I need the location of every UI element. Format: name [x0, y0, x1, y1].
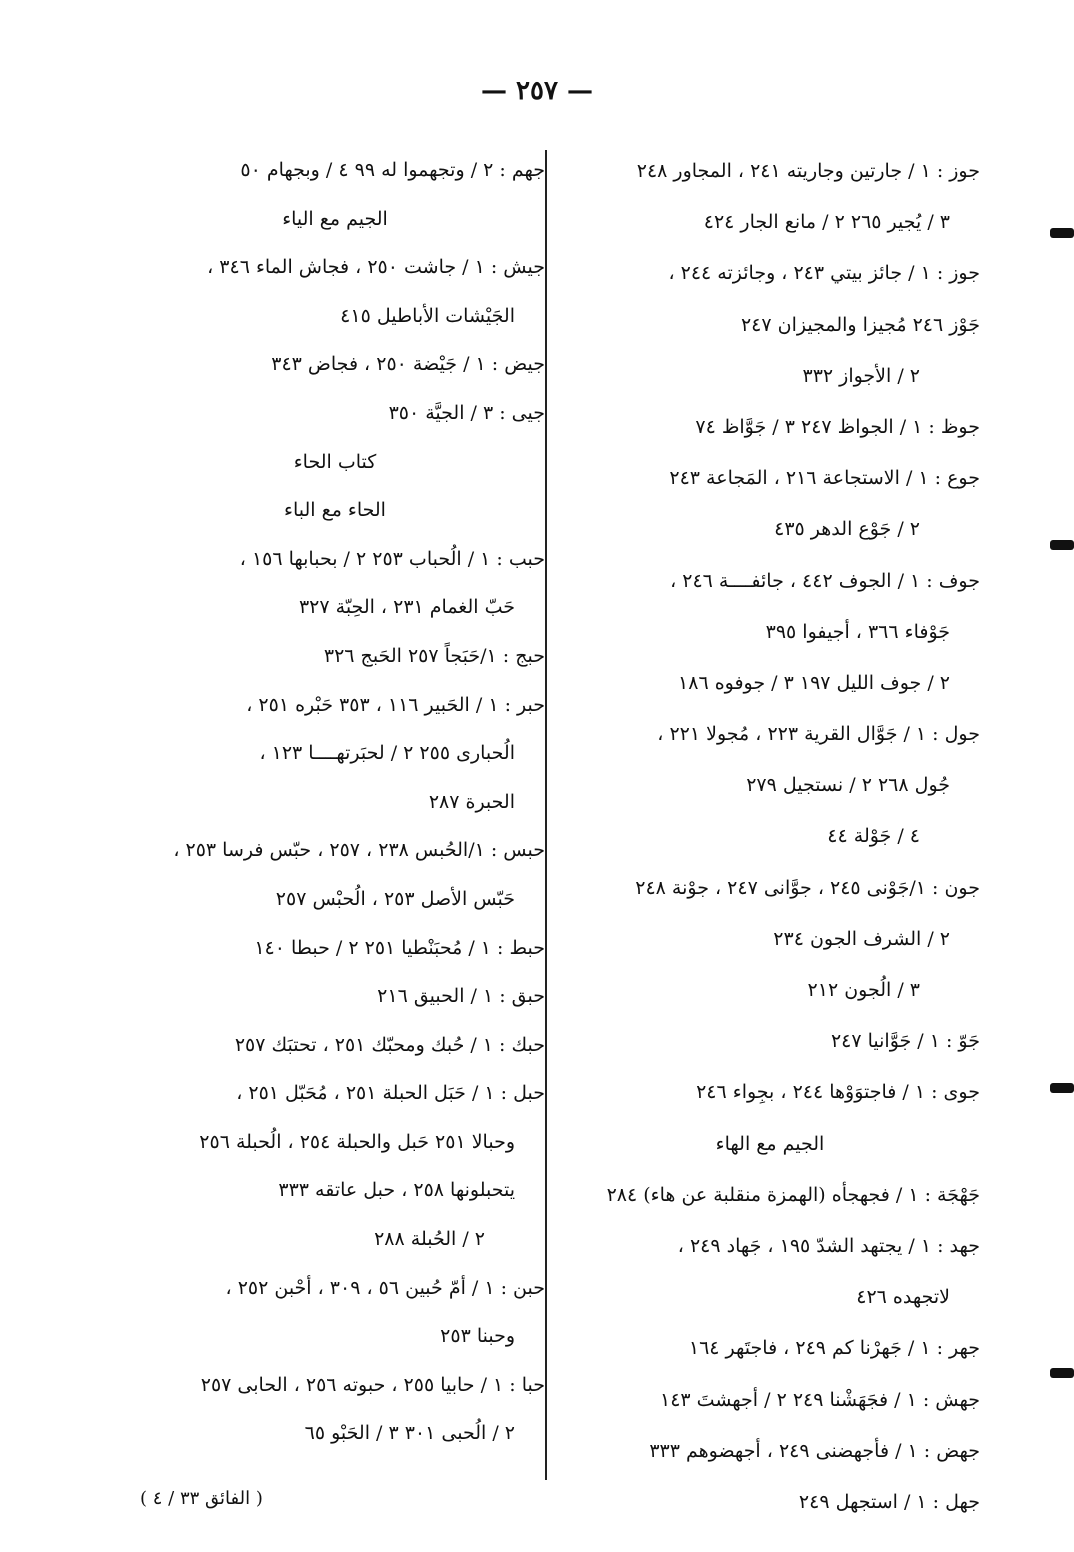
- right-column: [560, 146, 980, 1528]
- index-line: ٢ / جوف الليل ١٩٧ ٣ / جوفوه ١٨٦: [678, 671, 950, 694]
- index-line: يتحبلونها ٢٥٨ ، حبل عاتقه ٣٣٣: [278, 1179, 515, 1202]
- index-line: حبس : ١/الحُبس ٢٣٨ ، ٢٥٧ ، حبّس فرسا ٢٥٣ ،: [173, 839, 545, 862]
- index-line: ٣ / الُجون ٢١٢: [807, 979, 920, 1001]
- scan-edge-mark: [1050, 228, 1074, 238]
- index-line: جوع : ١ / الاستجاعة ٢١٦ ، المَجاعة ٢٤٣: [669, 467, 980, 490]
- scan-edge-mark: [1050, 1083, 1074, 1093]
- index-line: وحبالا ٢٥١ حَبل والحبلة ٢٥٤ ، الُحبلة ٢٥٦: [199, 1130, 515, 1153]
- left-column: [125, 146, 545, 1458]
- index-line: جيى : ٣ / الجيَّة ٣٥٠: [388, 401, 545, 424]
- index-line: جَوّ : ١ / جَوَّانيا ٢٤٧: [830, 1030, 980, 1053]
- column-divider: [545, 150, 547, 1480]
- index-line: وحبنا ٢٥٣: [440, 1325, 515, 1348]
- index-line: حبن : ١ / أمّ حُبين ٥٦ ، ٣٠٩ ، أحْبن ٢٥٢ ،: [225, 1276, 545, 1299]
- index-line: جهل : ١ / استجهل ٢٤٩: [798, 1490, 980, 1513]
- index-line: ٢ / الحُبلة ٢٨٨: [374, 1228, 485, 1251]
- index-line: الحبرة ٢٨٧: [428, 790, 515, 813]
- index-line: جَهْجَة : ١ / فجهجأه (الهمزة منقلبة عن هاء) ٢٨٤: [606, 1183, 980, 1206]
- section-heading: الحاء مع الباء: [284, 499, 386, 522]
- section-heading: الجيم مع الياء: [282, 207, 388, 230]
- index-line: لاتجهده ٤٢٦: [856, 1286, 950, 1309]
- index-line: جوز : ١ / جائز بيتي ٢٤٣ ، وجائزته ٢٤٤ ،: [668, 262, 980, 285]
- footer-signature: ( الفائق ٣٣ / ٤ ): [140, 1488, 263, 1509]
- index-line: حبب : ١ / الُحباب ٢٥٣ ٢ / بحبابها ١٥٦ ،: [239, 547, 545, 570]
- index-line: حبك : ١ / حُبك ومحبّك ٢٥١ ، تحتبَك ٢٥٧: [234, 1033, 545, 1056]
- index-line: جهش : ١ / فجَهَشْنا ٢٤٩ ٢ / أجهشتَ ١٤٣: [660, 1388, 980, 1411]
- index-line: جوز : ١ / جارتين وجاريته ٢٤١ ، المجاور ٢٤٨: [636, 160, 980, 182]
- scan-edge-mark: [1050, 540, 1074, 550]
- index-line: حبق : ١ / الحبيق ٢١٦: [377, 985, 545, 1008]
- index-line: حبل : ١ / حَبَل الحبلة ٢٥١ ، مُحَبّل ٢٥١ ،: [236, 1082, 545, 1105]
- index-line: ٢ / الأجواز ٣٣٢: [802, 364, 920, 387]
- index-line: حبا : ١ / حابيا ٢٥٥ ، حبوته ٢٥٦ ، الحابى ٢٥٧: [200, 1373, 545, 1396]
- index-line: جَوْز ٢٤٦ مُجيزا والمجيزان ٢٤٧: [740, 313, 980, 336]
- index-line: جوى : ١ / فاجتوَوْها ٢٤٤ ، بجِواء ٢٤٦: [696, 1081, 980, 1104]
- index-line: حبط : ١ / مُحبَنْطيا ٢٥١ ٢ / حبطا ١٤٠: [254, 936, 545, 959]
- index-line: جوف : ١ / الجوف ٤٤٢ ، جائفــــة ٢٤٦ ،: [670, 569, 980, 592]
- index-line: جهد : ١ / يجتهد الشدّ ١٩٥ ، جَهاد ٢٤٩ ،: [677, 1234, 980, 1257]
- index-line: الُحبارى ٢٥٥ ٢ / لحبَرتهــــا ١٢٣ ،: [259, 742, 515, 765]
- index-line: حبر : ١ / الحَبير ١١٦ ، ٣٥٣ حَبْره ٢٥١ ،: [246, 693, 545, 716]
- index-line: جهر : ١ / جَهرْنا كم ٢٤٩ ، فاجتَهر ١٦٤: [688, 1337, 980, 1360]
- index-line: جهم : ٢ / وتجهموا له ٩٩ ٤ / وبجهام ٥٠: [240, 159, 545, 181]
- index-line: جون : ١/جَوْنى ٢٤٥ ، جوَّانى ٢٤٧ ، جوْنة ٢٤٨: [635, 876, 980, 899]
- index-line: حبج : ١/حَبَجاً ٢٥٧ الحَبج ٣٢٦: [323, 644, 545, 667]
- index-line: جُول ٢٦٨ ٢ / نستجيل ٢٧٩: [746, 774, 950, 797]
- index-line: ٣ / يُجير ٢٦٥ ٢ / مانع الجار ٤٢٤: [703, 211, 950, 234]
- index-line: ٤ / جَوْلة ٤٤: [827, 825, 920, 848]
- index-line: حَبّ الغمام ٢٣١ ، الحِبّة ٣٢٧: [298, 596, 515, 619]
- scan-edge-mark: [1050, 1368, 1074, 1378]
- index-line: جهض : ١ / فأجهضنى ٢٤٩ ، أجهضوهم ٣٣٣: [649, 1439, 980, 1462]
- index-line: جول : ١ / جَوَّال القرية ٢٢٣ ، مُجولا ٢٢١ ،: [657, 723, 980, 746]
- index-line: ٢ / الُحبى ٣٠١ ٣ / الحَبْو ٦٥: [304, 1422, 515, 1445]
- index-line: ٢ / جَوْع الدهر ٤٣٥: [774, 518, 920, 541]
- index-line: ٢ / الشرف الجون ٢٣٤: [773, 927, 950, 950]
- page-number: — ٢٥٧ —: [480, 76, 594, 106]
- index-line: جَوْفاء ٣٦٦ ، أجيفوا ٣٩٥: [765, 620, 950, 643]
- index-line: جيش : ١ / جاشت ٢٥٠ ، فجاش الماء ٣٤٦ ،: [207, 256, 545, 279]
- index-line: الجَيْشات الأباطيل ٤١٥: [340, 304, 515, 327]
- index-line: حَبّس الأصل ٢٥٣ ، الُحبْس ٢٥٧: [275, 887, 515, 910]
- index-line: جيض : ١ / جَيْضة ٢٥٠ ، فجاض ٣٤٣: [271, 353, 545, 376]
- index-line: جوظ : ١ / الجواظ ٢٤٧ ٣ / جَوَّاظ ٧٤: [695, 415, 980, 438]
- section-heading: الجيم مع الهاء: [715, 1132, 825, 1155]
- section-heading: كتاب الحاء: [293, 450, 377, 473]
